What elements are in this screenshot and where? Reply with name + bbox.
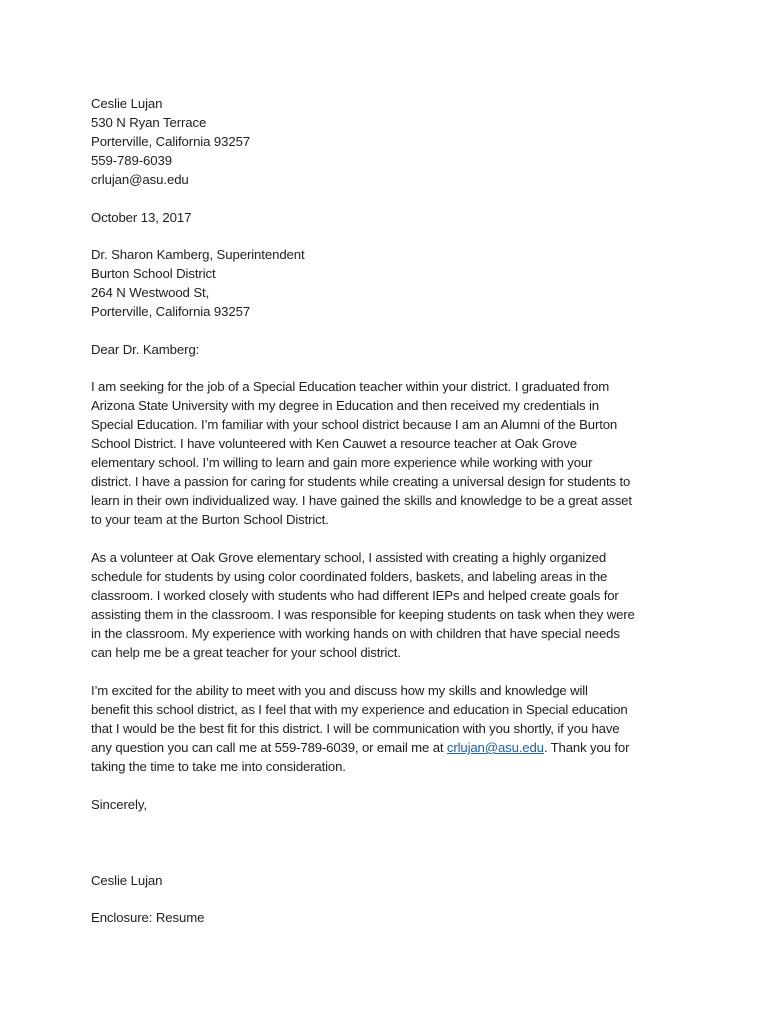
paragraph-line: I’m excited for the ability to meet with you and discuss how my skills and knowledge will (91, 683, 588, 698)
recipient-organization: Burton School District (91, 266, 216, 281)
body-paragraph-2 (91, 548, 691, 662)
body-paragraph-1 (91, 377, 691, 529)
letter-date: October 13, 2017 (91, 210, 192, 225)
paragraph-line: benefit this school district, as I feel that with my experience and education in Special education (91, 702, 628, 717)
recipient-city-state-zip: Porterville, California 93257 (91, 304, 251, 319)
paragraph-line: School District. I have volunteered with Ken Cauwet a resource teacher at Oak Grove (91, 436, 577, 451)
paragraph-line: classroom. I worked closely with students who had different IEPs and helped create goals for (91, 588, 619, 603)
paragraph-line: Arizona State University with my degree in Education and then received my credentials in (91, 398, 599, 413)
paragraph-line: to your team at the Burton School District. (91, 512, 329, 527)
closing: Sincerely, (91, 797, 147, 812)
paragraph-text: . Thank you for (543, 740, 630, 755)
paragraph-line: can help me be a great teacher for your school district. (91, 645, 401, 660)
paragraph-line: schedule for students by using color coordinated folders, baskets, and labeling areas in the (91, 569, 608, 584)
paragraph-line: taking the time to take me into consideration. (91, 759, 346, 774)
recipient-name-title: Dr. Sharon Kamberg, Superintendent (91, 247, 305, 262)
sender-city-state-zip: Porterville, California 93257 (91, 134, 251, 149)
paragraph-line: district. I have a passion for caring for students while creating a universal design for students to (91, 474, 631, 489)
paragraph-text: any question you can call me at 559-789-6039, or email me at (91, 740, 447, 755)
paragraph-line: Special Education. I’m familiar with your school district because I am an Alumni of the Burton (91, 417, 618, 432)
paragraph-line: As a volunteer at Oak Grove elementary school, I assisted with creating a highly organized (91, 550, 607, 565)
sender-phone: 559-789-6039 (91, 153, 172, 168)
paragraph-line: I am seeking for the job of a Special Education teacher within your district. I graduated from (91, 379, 610, 394)
recipient-street: 264 N Westwood St, (91, 285, 210, 300)
email-link[interactable]: crlujan@asu.edu (446, 740, 544, 755)
paragraph-line: learn in their own individualized way. I have gained the skills and knowledge to be a great asset (91, 493, 632, 508)
paragraph-line: elementary school. I’m willing to learn and gain more experience while working with your (91, 455, 593, 470)
sender-email: crlujan@asu.edu (91, 172, 189, 187)
sender-name: Ceslie Lujan (91, 96, 163, 111)
enclosure-note: Enclosure: Resume (91, 910, 205, 925)
paragraph-line: that I would be the best fit for this district. I will be communication with you shortly, if you have (91, 721, 620, 736)
salutation: Dear Dr. Kamberg: (91, 342, 200, 357)
signature-name: Ceslie Lujan (91, 873, 163, 888)
body-paragraph-3 (91, 681, 691, 776)
paragraph-line-with-email (91, 738, 691, 757)
paragraph-line: assisting them in the classroom. I was responsible for keeping students on task when they were (91, 607, 635, 622)
sender-street: 530 N Ryan Terrace (91, 115, 207, 130)
paragraph-line: in the classroom. My experience with working hands on with children that have special needs (91, 626, 620, 641)
